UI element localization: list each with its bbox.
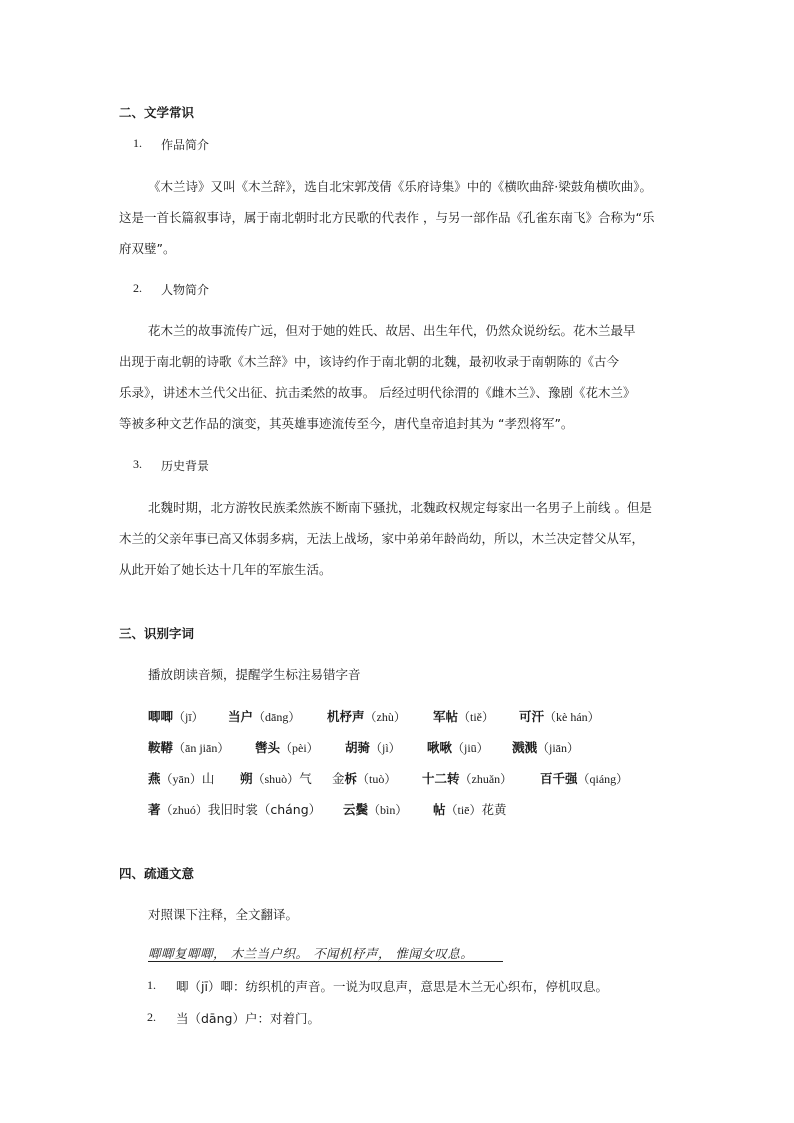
vocab-item: 溅溅（jiān） xyxy=(512,740,580,755)
item-number: 3. xyxy=(133,457,142,471)
vocab-item: 可汗（kè hán） xyxy=(519,709,600,724)
vocab-item: 鞍鞯（ān jiān） xyxy=(148,740,230,755)
vocab-item: 云鬓（bìn） xyxy=(343,802,408,817)
vocab-item: 百千强（qiáng） xyxy=(540,771,629,786)
item-title: 人物简介 xyxy=(161,283,210,297)
paragraph-line: 木兰的父亲年事已高又体弱多病，无法上战场，家中弟弟年龄尚幼，所以，木兰决定替父从军， xyxy=(119,531,645,546)
verse-underline xyxy=(148,961,503,962)
paragraph-line: 这是一首长篇叙事诗，属于南北朝时北方民歌的代表作 ，与另一部作品《孔雀东南飞》合称为“乐 xyxy=(119,210,655,225)
vocab-item: 十二转（zhuǎn） xyxy=(422,771,513,786)
paragraph-line: 出现于南北朝的诗歌《木兰辞》中，该诗约作于南北朝的北魏，最初收录于南朝陈的《古今 xyxy=(119,354,620,369)
item-number: 1. xyxy=(133,136,142,150)
note-number: 2. xyxy=(147,1010,156,1024)
note-text: 唧（jī）唧：纺织机的声音。一说为叹息声，意思是木兰无心织布，停机叹息。 xyxy=(176,979,608,994)
verse-line: 唧唧复唧唧， 木兰当户织。 不闻机杼声， 惟闻女叹息。 xyxy=(148,946,474,961)
item-number: 2. xyxy=(133,281,142,295)
vocab-item: 当户（dāng） xyxy=(228,709,301,724)
vocab-item: 著（zhuó）我旧时裳（cháng） xyxy=(148,802,322,817)
vocab-item: 朔（shuò）气 xyxy=(240,771,312,786)
paragraph-line: 花木兰的故事流传广远，但对于她的姓氏、故居、出生年代，仍然众说纷纭。花木兰最早 xyxy=(148,323,636,338)
paragraph-line: 乐录》，讲述木兰代父出征、抗击柔然的故事。 后经过明代徐渭的《雌木兰》、豫剧《花木兰》 xyxy=(119,385,636,400)
vocab-item: 胡骑（jì） xyxy=(345,740,401,755)
paragraph-line: 从此开始了她长达十几年的军旅生活。 xyxy=(119,562,332,577)
vocab-item: 啾啾（jiū） xyxy=(427,740,489,755)
section-heading: 四、疏通文意 xyxy=(119,866,195,881)
vocab-item: 帖（tiē）花黄 xyxy=(433,802,507,817)
item-title: 作品简介 xyxy=(161,138,210,152)
paragraph-line: 府双璧”。 xyxy=(119,241,176,256)
instruction-text: 播放朗读音频，提醒学生标注易错字音 xyxy=(148,667,361,682)
paragraph-line: 等被多种文艺作品的演变，其英雄事迹流传至今，唐代皇帝追封其为 “孝烈将军”。 xyxy=(119,416,574,431)
vocab-item: 金柝（tuò） xyxy=(332,771,397,786)
instruction-text: 对照课下注释，全文翻译。 xyxy=(148,907,299,922)
section-heading: 二、文学常识 xyxy=(119,105,195,120)
paragraph-line: 北魏时期，北方游牧民族柔然族不断南下骚扰，北魏政权规定每家出一名男子上前线 。但是 xyxy=(148,500,652,515)
vocab-item: 机杼声（zhù） xyxy=(327,709,406,724)
section-heading: 三、识别字词 xyxy=(119,626,195,641)
vocab-item: 辔头（pèi） xyxy=(255,740,319,755)
note-text: 当（dāng）户：对着门。 xyxy=(176,1011,320,1026)
note-number: 1. xyxy=(147,978,156,992)
vocab-item: 唧唧（jī） xyxy=(148,709,204,724)
vocab-item: 燕（yān）山 xyxy=(148,771,215,786)
vocab-item: 军帖（tiě） xyxy=(433,709,495,724)
item-title: 历史背景 xyxy=(161,459,210,473)
paragraph-line: 《木兰诗》又叫《木兰辞》，选自北宋郭茂倩《乐府诗集》中的《横吹曲辞·梁鼓角横吹曲》。 xyxy=(148,179,652,194)
